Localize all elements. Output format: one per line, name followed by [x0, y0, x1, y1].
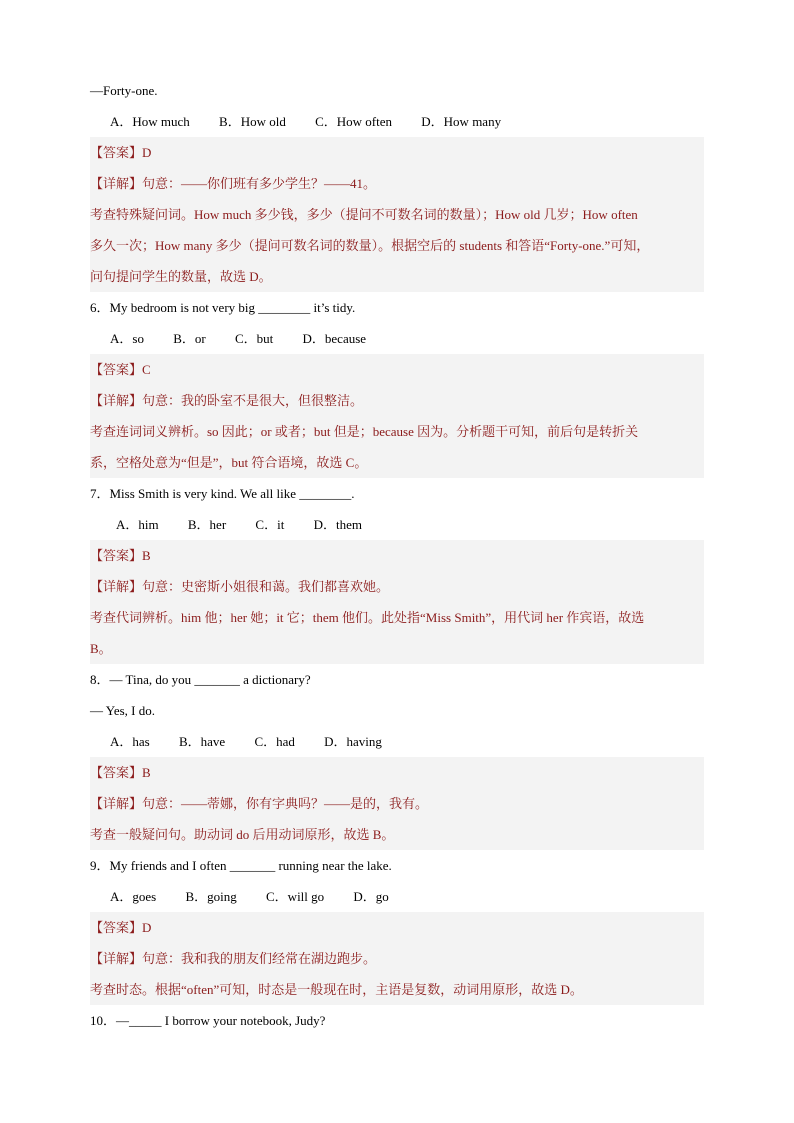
option-a: A．goes — [110, 889, 157, 904]
option-c: C．but — [234, 331, 274, 346]
q5-options — [90, 106, 704, 137]
option-d: D．go — [353, 889, 389, 904]
explanation-line: 考查特殊疑问词。How much 多少钱，多少（提问不可数名词的数量）；How old 几岁；How often — [90, 207, 638, 222]
answer-label: 【答案】C — [90, 362, 151, 377]
option-b: B．going — [185, 889, 237, 904]
q9-options — [90, 881, 704, 912]
option-d: D．them — [313, 517, 362, 532]
option-d: D．having — [324, 734, 382, 749]
explanation-line: 考查时态。根据“often”可知，时态是一般现在时，主语是复数，动词用原形，故选 D。 — [90, 982, 583, 997]
answer-label: 【答案】D — [90, 920, 152, 935]
explanation-line: 考查连词词义辨析。so 因此；or 或者；but 但是；because 因为。分析题干可知，前后句是转折关 — [90, 424, 639, 439]
q5-explanation-block — [90, 137, 704, 292]
question-7: 7．Miss Smith is very kind. We all like ________. — [90, 486, 355, 501]
explanation-line: 【详解】句意：——你们班有多少学生？——41。 — [90, 176, 377, 191]
answer-line: —Forty-one. — [90, 83, 158, 98]
question-9: 9．My friends and I often _______ running near the lake. — [90, 858, 392, 873]
answer-label: 【答案】B — [90, 548, 151, 563]
explanation-line: 多久一次；How many 多少（提问可数名词的数量）。根据空后的 students 和答语“Forty-one.”可知， — [90, 238, 650, 253]
option-c: C．it — [255, 517, 285, 532]
explanation-line: 【详解】句意：我和我的朋友们经常在湖边跑步。 — [90, 951, 377, 966]
explanation-line: 【详解】句意：史密斯小姐很和蔼。我们都喜欢她。 — [90, 579, 390, 594]
option-b: B．How old — [219, 114, 286, 129]
q8-options — [90, 726, 704, 757]
answer-label: 【答案】D — [90, 145, 152, 160]
option-c: C．How often — [315, 114, 393, 129]
q6-options — [90, 323, 704, 354]
question-8-reply: — Yes, I do. — [90, 703, 156, 718]
explanation-line: 问句提问学生的数量，故选 D。 — [90, 269, 272, 284]
option-a: A．him — [116, 517, 159, 532]
option-a: A．How much — [110, 114, 190, 129]
explanation-line: 考查一般疑问句。助动词 do 后用动词原形，故选 B。 — [90, 827, 395, 842]
question-8: 8．— Tina, do you _______ a dictionary? — [90, 672, 311, 687]
option-d: D．because — [302, 331, 367, 346]
q8-explanation-block — [90, 757, 704, 850]
explanation-line: 考查代词辨析。him 他；her 她；it 它；them 他们。此处指“Miss Smith”，用代词 her 作宾语，故选 — [90, 610, 645, 625]
explanation-line: B。 — [90, 641, 112, 656]
q7-explanation-block — [90, 540, 704, 664]
option-b: B．her — [187, 517, 227, 532]
explanation-line: 系，空格处意为“但是”，but 符合语境，故选 C。 — [90, 455, 368, 470]
answer-label: 【答案】B — [90, 765, 151, 780]
explanation-line: 【详解】句意：——蒂娜，你有字典吗？——是的，我有。 — [90, 796, 429, 811]
question-10: 10．—_____ I borrow your notebook, Judy? — [90, 1013, 326, 1028]
option-b: B．have — [178, 734, 226, 749]
document-page — [90, 75, 704, 1036]
option-b: B．or — [173, 331, 206, 346]
q7-options — [90, 509, 704, 540]
option-d: D．How many — [421, 114, 502, 129]
explanation-line: 【详解】句意：我的卧室不是很大，但很整洁。 — [90, 393, 364, 408]
q9-explanation-block — [90, 912, 704, 1005]
option-a: A．has — [110, 734, 150, 749]
q6-explanation-block — [90, 354, 704, 478]
option-c: C．will go — [266, 889, 325, 904]
question-6: 6．My bedroom is not very big ________ it’s tidy. — [90, 300, 356, 315]
option-a: A．so — [110, 331, 144, 346]
option-c: C．had — [254, 734, 295, 749]
